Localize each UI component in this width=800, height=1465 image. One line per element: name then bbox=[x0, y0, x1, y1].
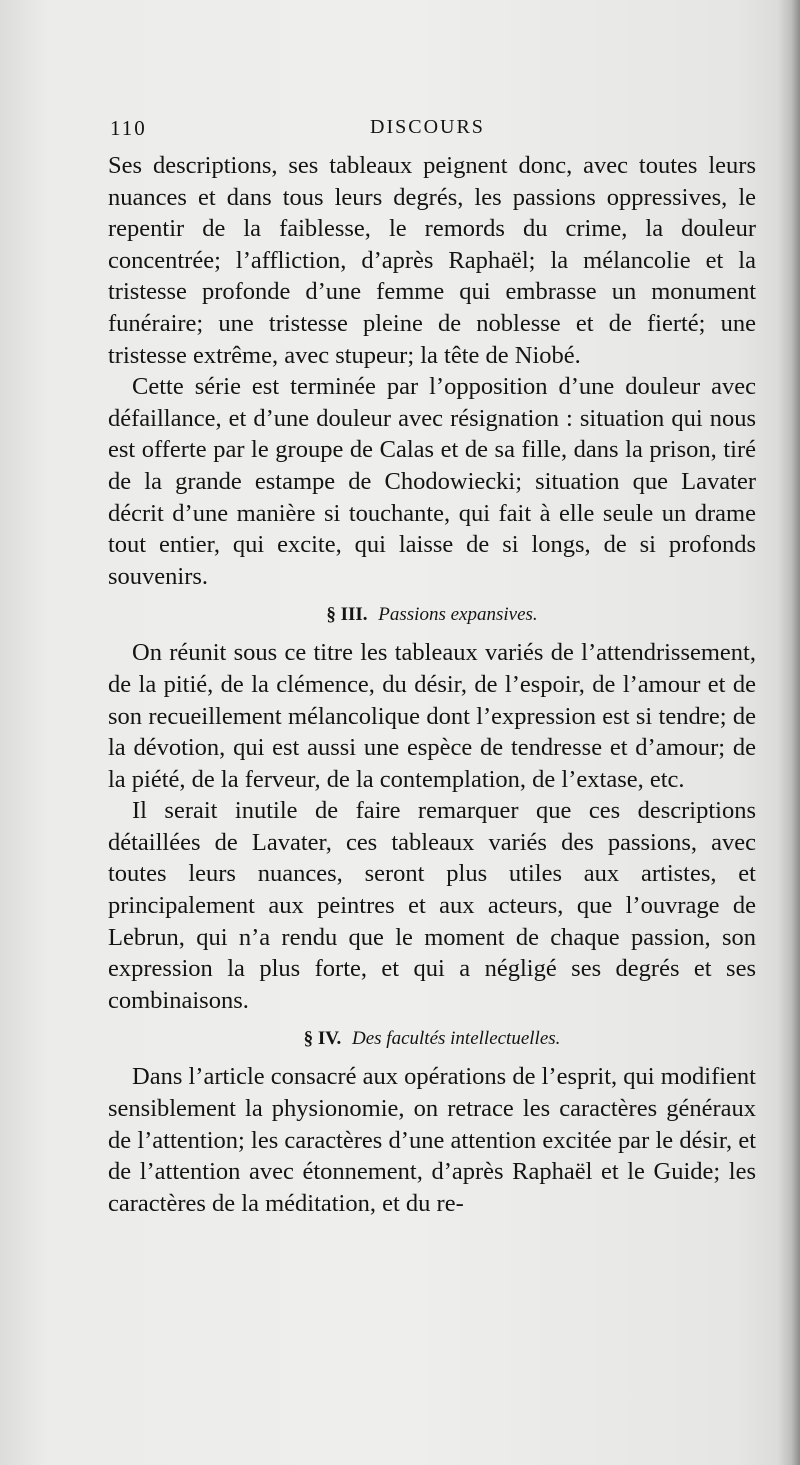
page-body bbox=[108, 150, 756, 1219]
page-header bbox=[110, 116, 755, 142]
section-heading-4 bbox=[108, 1026, 756, 1052]
paragraph-3: On réunit sous ce titre les tableaux variés de l’attendrissement, de la pitié, de la clémence, du désir, de l’espoir, de l’amour et de son recueillement mélancolique dont l’expression est si tendre; de la dévotion, qui est aussi une espèce de tendresse et d’amour; de la piété, de la ferveur, de la contemplation, de l’extase, etc. bbox=[108, 639, 756, 793]
page-number: 110 bbox=[110, 116, 147, 140]
section-heading-3 bbox=[108, 602, 756, 628]
paragraph-5: Dans l’article consacré aux opérations de l’esprit, qui modifient sensiblement la physionomie, on retrace les caractères généraux de l’attention; les caractères d’une attention excitée par le désir, et de l’attention avec étonnement, d’après Raphaël et le Guide; les caractères de la méditation, et du re- bbox=[108, 1063, 756, 1217]
paragraph-2: Cette série est terminée par l’opposition d’une douleur avec défaillance, et d’une douleur avec résignation : situation qui nous est offerte par le groupe de Calas et de sa fille, dans la prison, tiré de la grande estampe de Chodowiecki; situation que Lavater décrit d’une manière si touchante, qui fait à elle seule un drame tout entier, qui excite, qui laisse de si longs, de si profonds souvenirs. bbox=[108, 373, 756, 590]
section-number-3: § III. bbox=[326, 604, 368, 626]
running-head: DISCOURS bbox=[370, 116, 485, 138]
page-edge-shadow bbox=[778, 0, 800, 1465]
paragraph-1: Ses descriptions, ses tableaux peignent donc, avec toutes leurs nuances et dans tous leurs degrés, les passions oppressives, le repentir de la faiblesse, le remords du crime, la douleur concentrée; l’affliction, d’après Raphaël; la mélancolie et la tristesse profonde d’une femme qui embrasse un monument funéraire; une tristesse pleine de noblesse et de fierté; une tristesse extrême, avec stupeur; la tête de Niobé. bbox=[108, 152, 756, 369]
section-number-4: § IV. bbox=[303, 1028, 342, 1050]
section-title-4: Des facultés intellectuelles. bbox=[352, 1028, 561, 1050]
paragraph-4: Il serait inutile de faire remarquer que ces descriptions détaillées de Lavater, ces tableaux variés des passions, avec toutes leurs nuances, seront plus utiles aux artistes, et principalement aux peintres et aux acteurs, que l’ouvrage de Lebrun, qui n’a rendu que le moment de chaque passion, son expression la plus forte, et qui a négligé ses degrés et ses combinaisons. bbox=[108, 797, 756, 1014]
section-title-3: Passions expansives. bbox=[378, 604, 538, 626]
